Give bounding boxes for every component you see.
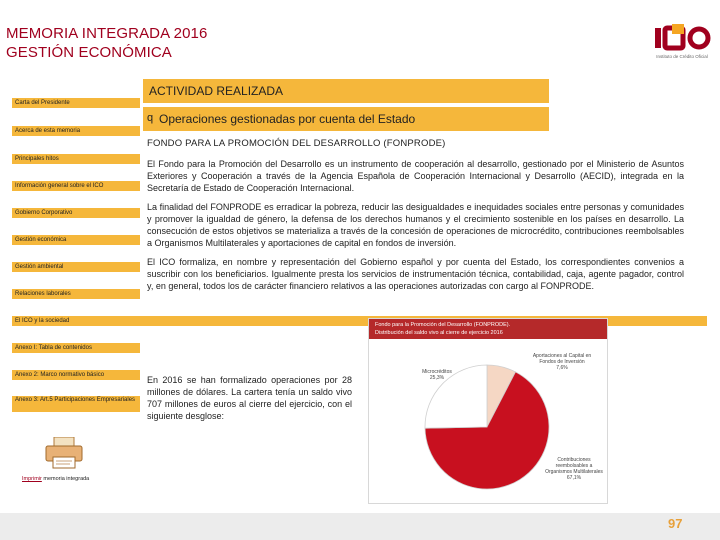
- slice-label-microcreditos-value: 25,3%: [429, 375, 445, 381]
- subheading-label: Operaciones gestionadas por cuenta del Estado: [159, 112, 416, 126]
- slice-label-fondos-name: Aportaciones al Capital en Fondos de Inversión: [532, 353, 592, 365]
- sidebar-item-gestion-economica[interactable]: Gestión económica: [12, 235, 140, 245]
- section-label: ACTIVIDAD REALIZADA: [149, 84, 284, 98]
- chart-subtitle: Distribución del saldo vivo al cierre de ejercicio 2016: [375, 330, 503, 336]
- sidebar-item-informacion-ico[interactable]: Información general sobre el ICO: [12, 181, 140, 191]
- sidebar-item-anexo-1[interactable]: Anexo I: Tabla de contenidos: [12, 343, 140, 353]
- print-link-suffix: memoria integrada: [41, 476, 90, 482]
- sidebar-item-anexo-3[interactable]: Anexo 3: Art.5 Participaciones Empresariales: [12, 396, 140, 412]
- print-link-prefix[interactable]: Imprimir: [22, 476, 42, 482]
- page-number: 97: [668, 516, 683, 531]
- sidebar-item-ico-sociedad[interactable]: El ICO y la sociedad: [12, 316, 707, 326]
- chart-header: [369, 319, 607, 339]
- sidebar-item-acerca-memoria[interactable]: Acerca de esta memoria: [12, 126, 140, 136]
- fund-title: FONDO PARA LA PROMOCIÓN DEL DESARROLLO (FONPRODE): [147, 138, 446, 149]
- printer-icon[interactable]: [44, 437, 84, 469]
- slice-label-fondos-value: 7,6%: [556, 365, 568, 371]
- sidebar-item-anexo-2[interactable]: Anexo 2: Marco normativo básico: [12, 370, 140, 380]
- page-title: [6, 24, 207, 62]
- sidebar-item-principales-hitos[interactable]: Principales hitos: [12, 154, 140, 164]
- print-memoria-link[interactable]: [22, 476, 89, 482]
- ico-logo: [653, 24, 711, 66]
- slice-label-fondos: [531, 353, 593, 371]
- slice-label-contribuciones-value: 67,1%: [566, 475, 582, 481]
- paragraph-purpose: La finalidad del FONPRODE es erradicar la pobreza, reducir las desigualdades e inequidades sociales entre personas y comunidades y promover la igualdad de género, la defensa de los derechos humanos y el crecimiento sostenible en los países en desarrollo. La consecución de estos objetivos se materializa a través de la concesión de operaciones de microcrédito, contribuciones reembolsables a Organismos Multilaterales y aportaciones de capital en fondos de inversión.: [147, 202, 684, 248]
- paragraph-ico-role: El ICO formaliza, en nombre y representación del Gobierno español y por cuenta del Estado, los correspondientes convenios a suscribir con los beneficiarios. Igualmente presta los servicios de instrumentación técnica, contabilidad, caja, agente pagador, control y, en general, todos los de carácter financiero relativos a las operaciones autorizadas con cargo al FONPRODE.: [147, 257, 684, 291]
- logo-tagline: Instituto de Crédito Oficial: [656, 54, 708, 59]
- page-title-line2: GESTIÓN ECONÓMICA: [6, 44, 172, 61]
- footer-bar: [0, 513, 720, 540]
- ico-logo-mark: [653, 24, 711, 54]
- fonprode-pie-chart: [368, 318, 608, 504]
- subheading-band: [143, 107, 549, 131]
- section-band: [143, 79, 549, 103]
- page-title-line1: MEMORIA INTEGRADA 2016: [6, 25, 208, 42]
- slice-label-contribuciones: [545, 457, 603, 481]
- slice-label-microcreditos: [417, 369, 457, 381]
- slice-label-contribuciones-name: Contribuciones reembolsables a Organismos Multilaterales: [545, 457, 603, 475]
- sidebar-item-relaciones-laborales[interactable]: Relaciones laborales: [12, 289, 140, 299]
- sidebar-item-carta-presidente[interactable]: Carta del Presidente: [12, 98, 140, 108]
- paragraph-definition: El Fondo para la Promoción del Desarrollo es un instrumento de cooperación al desarrollo, gestionado por el Ministerio de Asuntos Exteriores y Cooperación a través de la Agencia Española de Cooperación Internacional y Desarrollo (AECID), integrada en la Secretaría de Estado de Cooperación Internacional.: [147, 159, 684, 193]
- checkbox-bullet-icon: q: [147, 112, 154, 124]
- chart-title: Fondo para la Promoción del Desarrollo (FONPRODE).: [375, 322, 511, 328]
- paragraph-2016-summary: En 2016 se han formalizado operaciones por 28 millones de dólares. La cartera tenía un saldo vivo 707 millones de euros al cierre del ejercicio, con el siguiente desglose:: [147, 375, 352, 421]
- sidebar-item-gestion-ambiental[interactable]: Gestión ambiental: [12, 262, 140, 272]
- sidebar-item-gobierno-corporativo[interactable]: Gobierno Corporativo: [12, 208, 140, 218]
- slice-label-microcreditos-name: Microcréditos: [422, 369, 452, 375]
